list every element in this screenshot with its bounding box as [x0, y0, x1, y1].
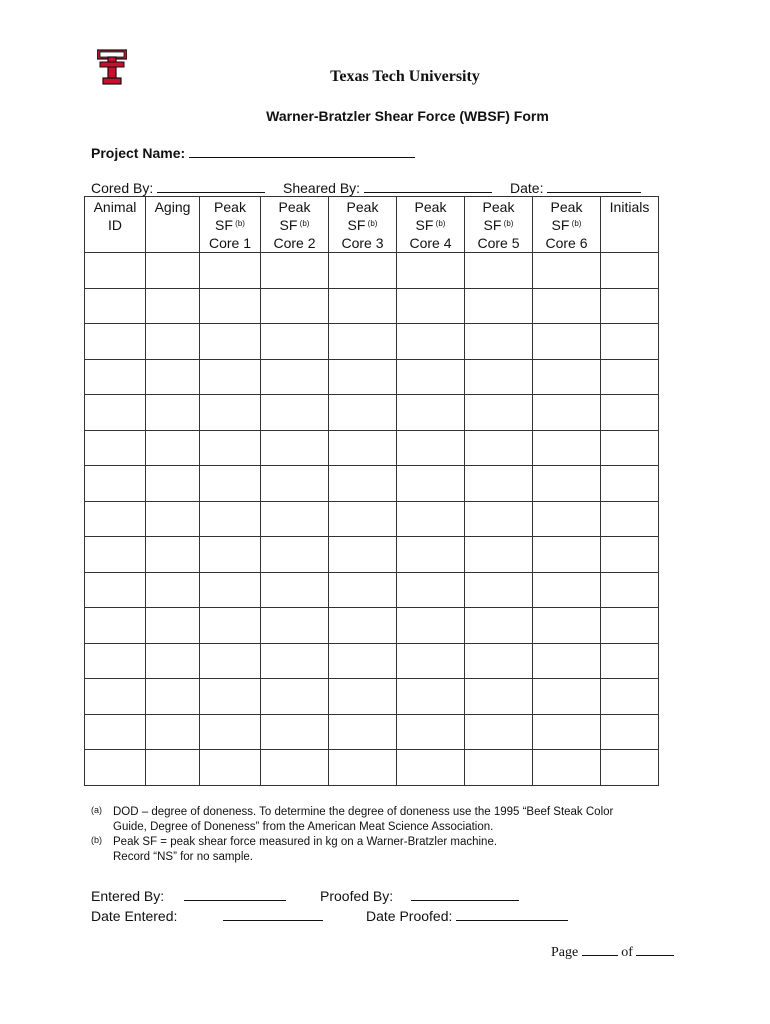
footnote-marker: (b) — [501, 219, 514, 228]
column-header-line: SF $^{(b)}$ — [415, 217, 446, 233]
table-cell[interactable] — [601, 324, 659, 360]
table-cell[interactable] — [397, 466, 465, 502]
table-row — [85, 324, 659, 360]
table-cell[interactable] — [601, 395, 659, 431]
entered-by-label: Entered By: — [91, 888, 165, 904]
table-cell[interactable] — [601, 253, 659, 289]
footnote-text: DOD – degree of doneness. To determine the degree of doneness use the 1995 “Beef Steak Color — [113, 806, 614, 818]
table-cell[interactable] — [261, 750, 329, 786]
table-cell[interactable] — [533, 324, 601, 360]
project-name-label: Project Name: — [91, 145, 186, 161]
table-cell[interactable] — [601, 288, 659, 324]
page-number-field[interactable] — [582, 944, 618, 956]
table-cell[interactable] — [85, 750, 146, 786]
table-cell[interactable] — [465, 537, 533, 573]
table-cell[interactable] — [200, 501, 261, 537]
date-proofed-field[interactable] — [456, 907, 568, 921]
table-cell[interactable] — [397, 537, 465, 573]
table-cell[interactable] — [85, 608, 146, 644]
footnote-text: Peak SF = peak shear force measured in kg on a Warner-Bratzler machine. — [113, 836, 498, 848]
table-cell[interactable] — [465, 572, 533, 608]
table-cell[interactable] — [200, 714, 261, 750]
table-row — [85, 679, 659, 715]
table-cell[interactable] — [533, 466, 601, 502]
table-cell[interactable] — [533, 395, 601, 431]
table-cell[interactable] — [200, 537, 261, 573]
table-cell[interactable] — [200, 466, 261, 502]
table-cell[interactable] — [146, 572, 200, 608]
table-cell[interactable] — [85, 572, 146, 608]
table-cell[interactable] — [397, 501, 465, 537]
table-cell[interactable] — [465, 750, 533, 786]
form-title: Warner-Bratzler Shear Force (WBSF) Form — [266, 108, 549, 124]
footnote-mark: (b) — [91, 835, 102, 845]
column-header — [146, 197, 200, 253]
table-header-row — [85, 197, 659, 253]
table-cell[interactable] — [601, 750, 659, 786]
table-cell[interactable] — [146, 714, 200, 750]
table-cell[interactable] — [85, 537, 146, 573]
date-proofed-line — [366, 907, 568, 924]
table-row — [85, 359, 659, 395]
entered-by-line — [91, 887, 286, 904]
table-cell[interactable] — [261, 430, 329, 466]
column-header-line: SF $^{(b)}$ — [483, 217, 514, 233]
page-counter — [551, 944, 674, 961]
table-cell[interactable] — [465, 714, 533, 750]
table-cell[interactable] — [533, 501, 601, 537]
column-header-line: Peak — [550, 199, 583, 215]
date-line — [510, 179, 641, 196]
cored-by-field[interactable] — [157, 179, 265, 193]
column-header — [261, 197, 329, 253]
table-cell[interactable] — [397, 430, 465, 466]
table-row — [85, 537, 659, 573]
column-header — [533, 197, 601, 253]
table-cell[interactable] — [85, 643, 146, 679]
table-cell[interactable] — [146, 253, 200, 289]
table-cell[interactable] — [200, 288, 261, 324]
table-cell[interactable] — [465, 679, 533, 715]
footnote-mark: (a) — [91, 805, 102, 815]
table-row — [85, 714, 659, 750]
table-cell[interactable] — [397, 750, 465, 786]
table-cell[interactable] — [601, 501, 659, 537]
table-cell[interactable] — [533, 608, 601, 644]
table-cell[interactable] — [329, 714, 397, 750]
table-cell[interactable] — [533, 750, 601, 786]
table-cell[interactable] — [146, 643, 200, 679]
footnote-text: Guide, Degree of Doneness” from the American Meat Science Association. — [113, 821, 494, 833]
table-cell[interactable] — [397, 643, 465, 679]
table-row — [85, 501, 659, 537]
table-cell[interactable] — [329, 324, 397, 360]
table-cell[interactable] — [329, 537, 397, 573]
table-cell[interactable] — [200, 359, 261, 395]
table-row — [85, 466, 659, 502]
table-cell[interactable] — [85, 466, 146, 502]
table-cell[interactable] — [261, 288, 329, 324]
table-cell[interactable] — [261, 501, 329, 537]
footnote-marker: (b) — [297, 219, 310, 228]
table-cell[interactable] — [85, 430, 146, 466]
table-cell[interactable] — [261, 679, 329, 715]
table-row — [85, 430, 659, 466]
column-header — [200, 197, 261, 253]
date-proofed-label: Date Proofed: — [366, 908, 453, 924]
page-label: Page — [551, 945, 579, 960]
column-header-line: SF $^{(b)}$ — [551, 217, 582, 233]
table-cell[interactable] — [397, 608, 465, 644]
footnote-text: Record “NS” for no sample. — [113, 851, 253, 863]
table-cell[interactable] — [146, 395, 200, 431]
table-cell[interactable] — [533, 714, 601, 750]
column-header-line: ID — [108, 217, 122, 233]
table-cell[interactable] — [329, 679, 397, 715]
table-cell[interactable] — [465, 253, 533, 289]
column-header-line: Core 5 — [477, 235, 520, 251]
table-row — [85, 572, 659, 608]
column-header-line: Core 1 — [208, 235, 252, 251]
table-cell[interactable] — [533, 359, 601, 395]
table-cell[interactable] — [146, 288, 200, 324]
table-cell[interactable] — [465, 643, 533, 679]
table-cell[interactable] — [533, 572, 601, 608]
footnote — [91, 835, 613, 865]
table-cell[interactable] — [601, 608, 659, 644]
table-cell[interactable] — [465, 501, 533, 537]
table-cell[interactable] — [146, 324, 200, 360]
footnote — [91, 805, 613, 835]
table-cell[interactable] — [261, 714, 329, 750]
table-cell[interactable] — [85, 395, 146, 431]
table-cell[interactable] — [329, 359, 397, 395]
table-cell[interactable] — [146, 679, 200, 715]
table-cell[interactable] — [85, 324, 146, 360]
table-cell[interactable] — [601, 466, 659, 502]
page-total-field[interactable] — [636, 944, 674, 956]
table-row — [85, 643, 659, 679]
footnotes — [91, 805, 613, 865]
table-cell[interactable] — [329, 501, 397, 537]
table-cell[interactable] — [397, 359, 465, 395]
footnote-marker: (b) — [365, 219, 378, 228]
table-cell[interactable] — [397, 253, 465, 289]
column-header — [85, 197, 146, 253]
column-header-line: Peak — [482, 199, 515, 215]
table-cell[interactable] — [533, 288, 601, 324]
date-entered-field[interactable] — [223, 907, 323, 921]
table-cell[interactable] — [329, 466, 397, 502]
table-cell[interactable] — [601, 714, 659, 750]
footnote-marker: (b) — [433, 219, 446, 228]
footnote-marker: (b) — [569, 219, 582, 228]
shear-force-table — [84, 196, 659, 786]
table-cell[interactable] — [200, 324, 261, 360]
table-cell[interactable] — [601, 572, 659, 608]
table-cell[interactable] — [261, 643, 329, 679]
table-cell[interactable] — [261, 466, 329, 502]
date-entered-label: Date Entered: — [91, 908, 178, 924]
page-of-label: of — [621, 945, 633, 960]
table-cell[interactable] — [146, 430, 200, 466]
table-cell[interactable] — [146, 501, 200, 537]
column-header-line: Initials — [609, 199, 650, 215]
table-cell[interactable] — [85, 359, 146, 395]
table-row — [85, 750, 659, 786]
date-label: Date: — [510, 180, 544, 196]
table-cell[interactable] — [261, 395, 329, 431]
table-cell[interactable] — [601, 430, 659, 466]
column-header-line: Core 4 — [409, 235, 452, 251]
proofed-by-field[interactable] — [411, 887, 519, 901]
project-name-field[interactable] — [189, 144, 415, 158]
table-cell[interactable] — [261, 359, 329, 395]
table-cell[interactable] — [329, 430, 397, 466]
column-header-line: SF $^{(b)}$ — [279, 217, 310, 233]
table-cell[interactable] — [601, 359, 659, 395]
table-cell[interactable] — [601, 643, 659, 679]
table-cell[interactable] — [533, 679, 601, 715]
table-cell[interactable] — [397, 324, 465, 360]
table-cell[interactable] — [146, 466, 200, 502]
table-cell[interactable] — [397, 572, 465, 608]
date-entered-line — [91, 907, 323, 924]
table-cell[interactable] — [329, 608, 397, 644]
table-cell[interactable] — [533, 430, 601, 466]
table-cell[interactable] — [465, 395, 533, 431]
table-cell[interactable] — [465, 359, 533, 395]
table-cell[interactable] — [465, 430, 533, 466]
table-cell[interactable] — [329, 572, 397, 608]
table-cell[interactable] — [329, 750, 397, 786]
table-row — [85, 288, 659, 324]
table-cell[interactable] — [329, 395, 397, 431]
column-header-line: Peak — [278, 199, 311, 215]
proofed-by-label: Proofed By: — [320, 888, 394, 904]
cored-by-label: Cored By: — [91, 180, 154, 196]
table-cell[interactable] — [146, 537, 200, 573]
table-cell[interactable] — [601, 679, 659, 715]
table-cell[interactable] — [261, 253, 329, 289]
entered-by-field[interactable] — [184, 887, 286, 901]
cored-by-line — [91, 179, 265, 196]
column-header — [465, 197, 533, 253]
column-header — [329, 197, 397, 253]
table-cell[interactable] — [329, 643, 397, 679]
table-cell[interactable] — [146, 608, 200, 644]
footnote-marker: (b) — [232, 219, 245, 228]
table-cell[interactable] — [533, 537, 601, 573]
table-cell[interactable] — [329, 253, 397, 289]
column-header-line: Core 2 — [273, 235, 316, 251]
table-cell[interactable] — [397, 679, 465, 715]
table-cell[interactable] — [85, 714, 146, 750]
university-name: Texas Tech University — [330, 68, 480, 85]
table-cell[interactable] — [200, 430, 261, 466]
table-row — [85, 395, 659, 431]
table-cell[interactable] — [85, 679, 146, 715]
proofed-by-line — [320, 887, 519, 904]
table-cell[interactable] — [465, 608, 533, 644]
column-header-line: SF $^{(b)}$ — [215, 217, 245, 233]
table-cell[interactable] — [85, 288, 146, 324]
table-cell[interactable] — [200, 750, 261, 786]
column-header-line: Aging — [154, 199, 191, 215]
table-cell[interactable] — [200, 572, 261, 608]
column-header-line: Peak — [214, 199, 246, 215]
table-cell[interactable] — [261, 324, 329, 360]
table-cell[interactable] — [533, 253, 601, 289]
table-cell[interactable] — [200, 679, 261, 715]
column-header — [397, 197, 465, 253]
table-cell[interactable] — [200, 643, 261, 679]
table-cell[interactable] — [397, 288, 465, 324]
table-cell[interactable] — [146, 750, 200, 786]
column-header-line: Peak — [346, 199, 379, 215]
column-header — [601, 197, 659, 253]
table-row — [85, 253, 659, 289]
table-cell[interactable] — [465, 324, 533, 360]
table-cell[interactable] — [261, 537, 329, 573]
table-cell[interactable] — [200, 608, 261, 644]
sheared-by-label: Sheared By: — [283, 180, 361, 196]
date-field[interactable] — [547, 179, 641, 193]
table-row — [85, 608, 659, 644]
table-cell[interactable] — [146, 359, 200, 395]
column-header-line: Core 3 — [341, 235, 384, 251]
table-cell[interactable] — [465, 288, 533, 324]
table-cell[interactable] — [85, 501, 146, 537]
table-cell[interactable] — [85, 253, 146, 289]
table-cell[interactable] — [601, 537, 659, 573]
column-header-line: Core 6 — [545, 235, 588, 251]
column-header-line: Animal — [93, 199, 137, 215]
table-cell[interactable] — [397, 714, 465, 750]
table-cell[interactable] — [200, 253, 261, 289]
sheared-by-field[interactable] — [364, 179, 492, 193]
table-cell[interactable] — [465, 466, 533, 502]
project-name-line — [91, 144, 415, 161]
table-body — [85, 253, 659, 786]
table-cell[interactable] — [533, 643, 601, 679]
table-cell[interactable] — [200, 395, 261, 431]
column-header-line: SF $^{(b)}$ — [347, 217, 378, 233]
table-cell[interactable] — [397, 395, 465, 431]
column-header-line: Peak — [414, 199, 447, 215]
table-cell[interactable] — [261, 572, 329, 608]
table-cell[interactable] — [261, 608, 329, 644]
sheared-by-line — [283, 179, 492, 196]
table-cell[interactable] — [329, 288, 397, 324]
